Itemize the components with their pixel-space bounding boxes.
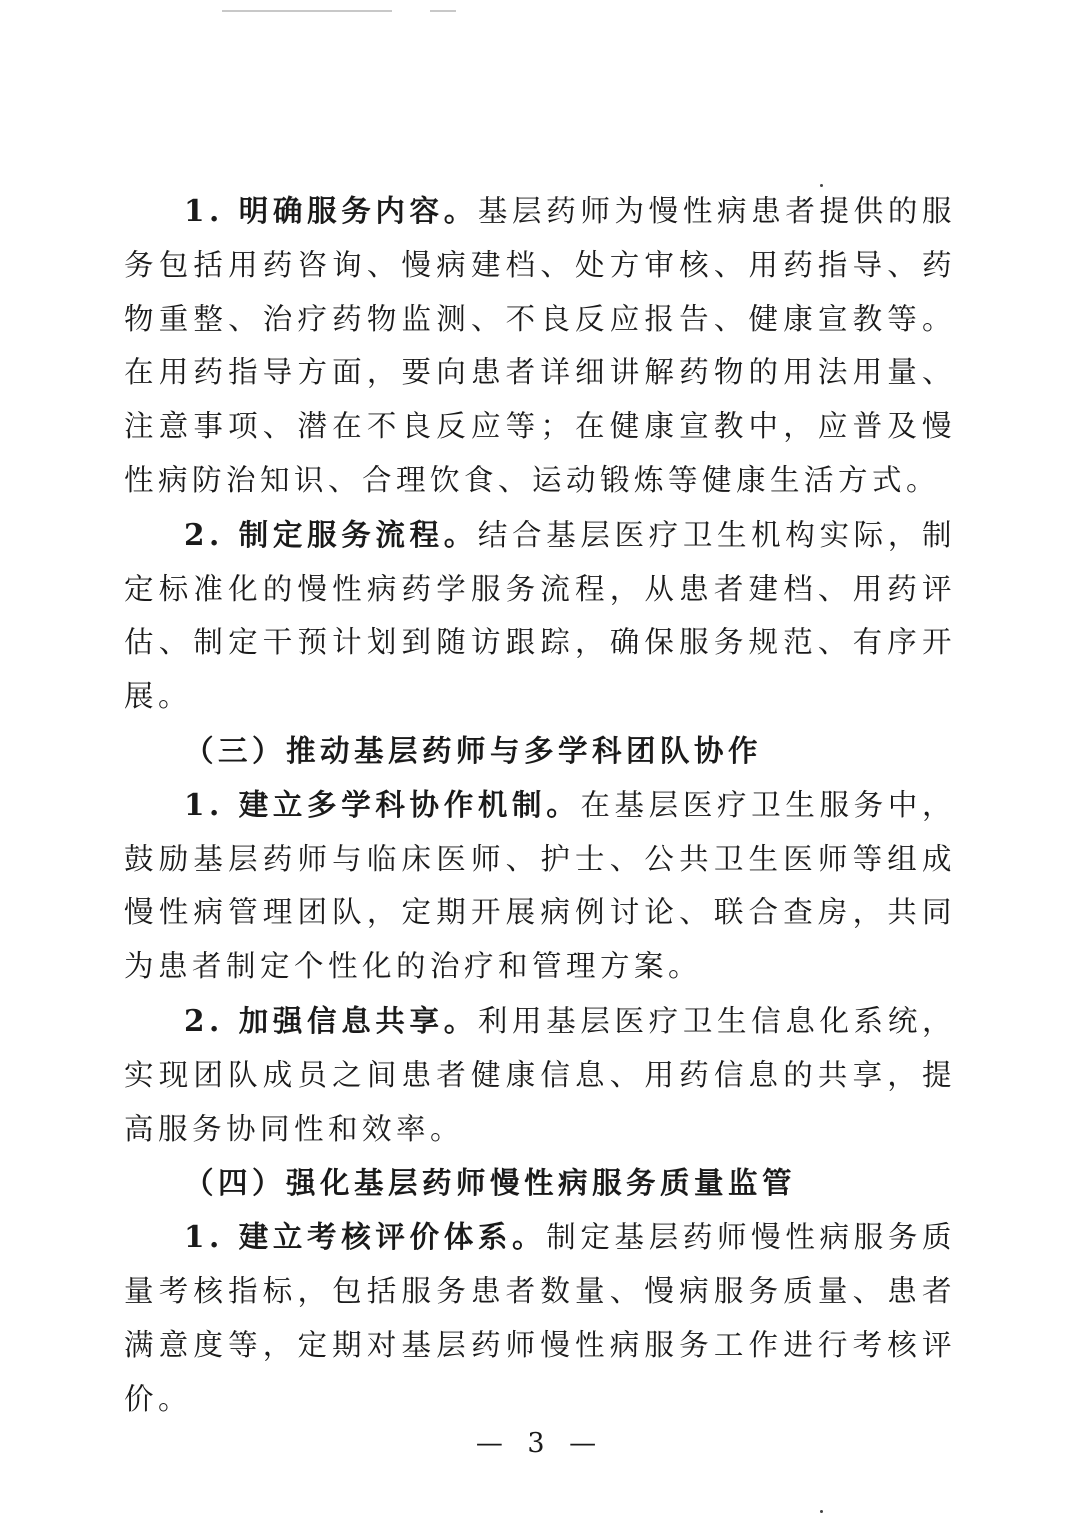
paragraph-lead: 1. 建立考核评价体系。 bbox=[184, 1219, 547, 1255]
paragraph-text: 基层药师为慢性病患者提供的服务包括用药咨询、慢病建档、处方审核、用药指导、药物重整、治疗药物监测、不良反应报告、健康宣教等。在用药指导方面，要向患者详细讲解药物的用法用量、注意事项、潜在不良反应等；在健康宣教中，应普及慢性病防治知识、合理饮食、运动锻炼等健康生活方式。 bbox=[124, 194, 956, 497]
paragraph-collaboration-mechanism bbox=[124, 778, 956, 994]
scan-artifact-line bbox=[222, 10, 392, 12]
paragraph-lead: 1. 建立多学科协作机制。 bbox=[184, 786, 581, 822]
paragraph-service-process bbox=[124, 508, 956, 724]
paragraph-text: 制定基层药师慢性病服务质量考核指标，包括服务患者数量、慢病服务质量、患者满意度等，定期对基层药师慢性病服务工作进行考核评价。 bbox=[124, 1220, 956, 1416]
paragraph-lead: 1. 明确服务内容。 bbox=[184, 193, 478, 228]
paragraph-lead: 2. 制定服务流程。 bbox=[184, 516, 478, 552]
scan-artifact-line bbox=[430, 10, 456, 12]
section-heading-three: （三）推动基层药师与多学科团队协作 bbox=[184, 732, 763, 768]
paragraph-lead: 2. 加强信息共享。 bbox=[184, 1002, 478, 1038]
paragraph-service-content bbox=[124, 184, 956, 508]
paragraph-text: 结合基层医疗卫生机构实际，制定标准化的慢性病药学服务流程，从患者建档、用药评估、制定干预计划到随访跟踪，确保服务规范、有序开展。 bbox=[124, 517, 956, 714]
page-number: — 3 — bbox=[475, 1428, 605, 1459]
paragraph-text: 利用基层医疗卫生信息化系统，实现团队成员之间患者健康信息、用药信息的共享，提高服务协同性和效率。 bbox=[124, 1003, 956, 1146]
paragraph-evaluation-system bbox=[124, 1210, 956, 1426]
section-heading-four: （四）强化基层药师慢性病服务质量监管 bbox=[184, 1165, 797, 1201]
paragraph-text: 在基层医疗卫生服务中，鼓励基层药师与临床医师、护士、公共卫生医师等组成慢性病管理团队，定期开展病例讨论、联合查房，共同为患者制定个性化的治疗和管理方案。 bbox=[124, 787, 956, 984]
document-body bbox=[124, 184, 956, 1426]
scan-artifact-speck bbox=[820, 1510, 823, 1513]
paragraph-information-sharing bbox=[124, 994, 956, 1156]
